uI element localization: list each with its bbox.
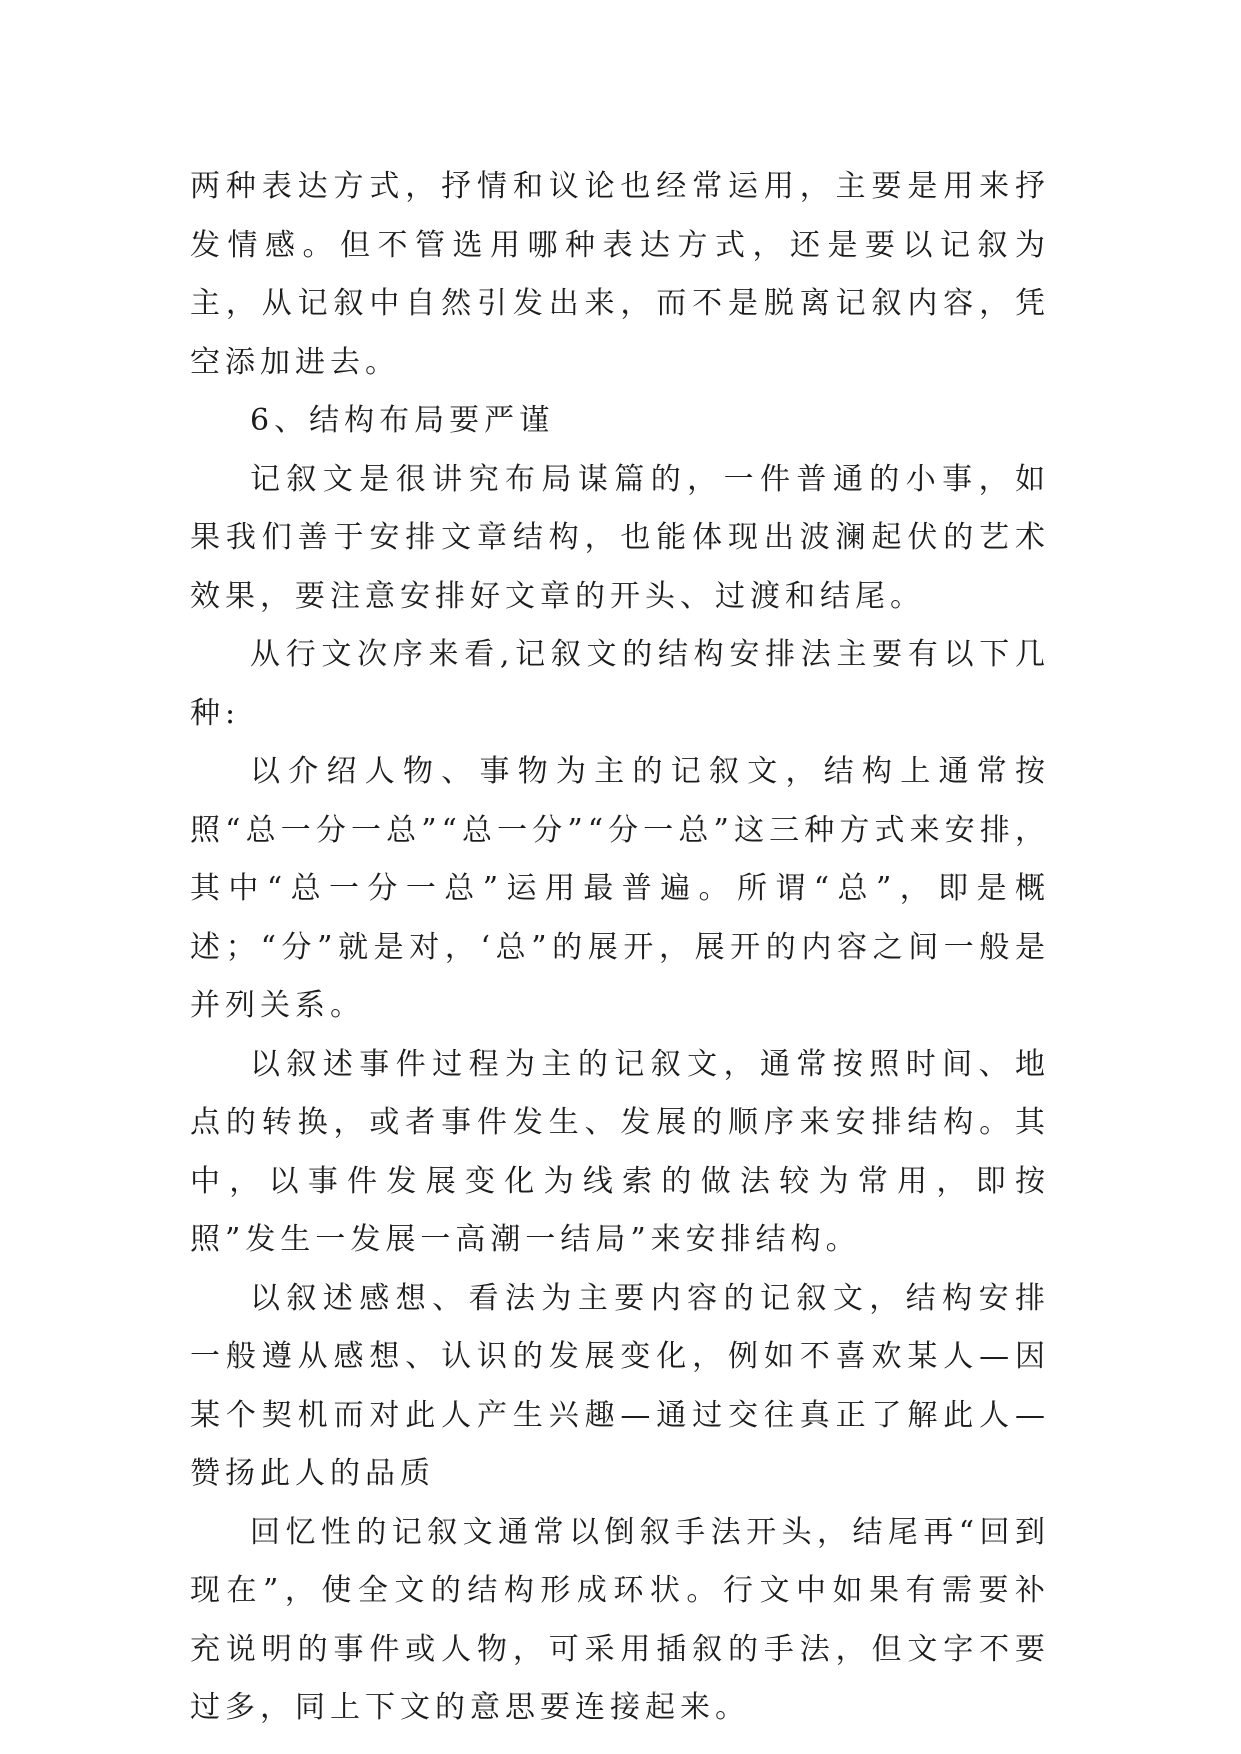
paragraph-6: 以叙述事件过程为主的记叙文，通常按照时间、地点的转换，或者事件发生、发展的顺序来安排结构。其中，以事件发展变化为线索的做法较为常用，即按照”发生一发展一高潮一结局”来安排结构。 xyxy=(190,1046,1050,1257)
document-body xyxy=(190,158,1050,1738)
paragraph-1: 两种表达方式，抒情和议论也经常运用，主要是用来抒发情感。但不管选用哪种表达方式，还是要以记叙为主，从记叙中自然引发出来，而不是脱离记叙内容，凭空添加进去。 xyxy=(190,169,1050,380)
section-heading: 6、结构布局要严谨 xyxy=(250,403,555,438)
paragraph-4: 从行文次序来看,记叙文的结构安排法主要有以下几种: xyxy=(190,637,1050,731)
paragraph-7: 以叙述感想、看法为主要内容的记叙文，结构安排一般遵从感想、认识的发展变化，例如不喜欢某人—因某个契机而对此人产生兴趣—通过交往真正了解此人—赞扬此人的品质 xyxy=(190,1280,1050,1491)
paragraph-3: 记叙文是很讲究布局谋篇的，一件普通的小事，如果我们善于安排文章结构，也能体现出波澜起伏的艺术效果，要注意安排好文章的开头、过渡和结尾。 xyxy=(190,461,1050,614)
paragraph-5: 以介绍人物、事物为主的记叙文，结构上通常按照“总一分一总”“总一分”“分一总”这三种方式来安排，其中“总一分一总”运用最普遍。所谓“总”，即是概述；“分”就是对，‘总”的展开，展开的内容之间一般是并列关系。 xyxy=(190,754,1050,1023)
paragraph-8: 回忆性的记叙文通常以倒叙手法开头，结尾再“回到现在”，使全文的结构形成环状。行文中如果有需要补充说明的事件或人物，可采用插叙的手法，但文字不要过多，同上下文的意思要连接起来。 xyxy=(190,1514,1050,1725)
